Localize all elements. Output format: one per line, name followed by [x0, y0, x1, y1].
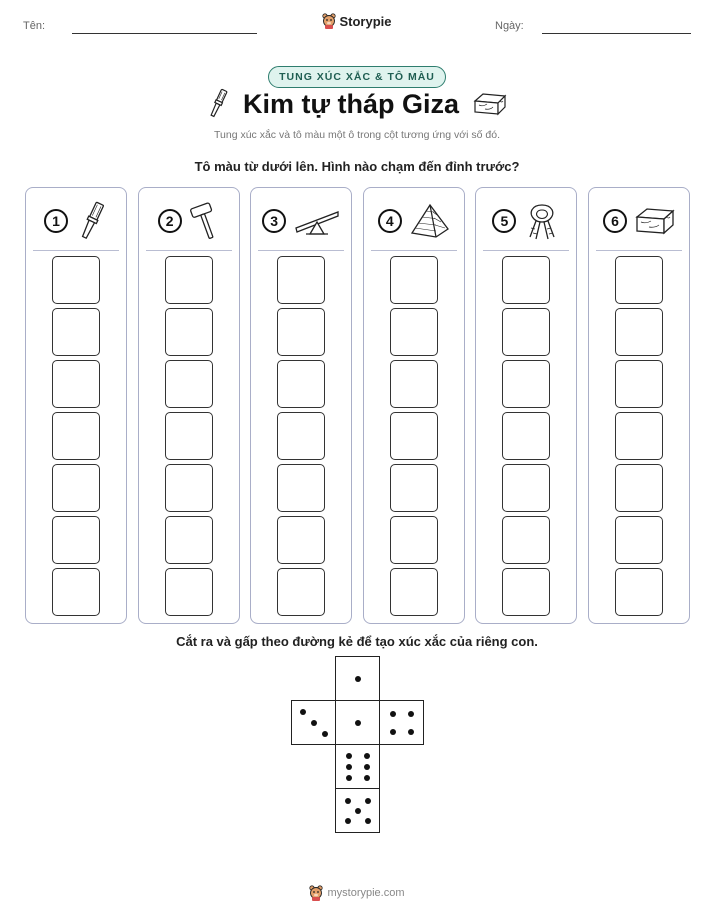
color-box[interactable] [502, 256, 550, 304]
dice-pip [364, 753, 370, 759]
hammer-icon [190, 201, 220, 241]
date-line[interactable] [542, 33, 691, 34]
chisel-title-icon [207, 88, 229, 120]
dice-pip [355, 676, 361, 682]
color-box[interactable] [52, 464, 100, 512]
number-badge: 4 [378, 209, 402, 233]
rope-icon [524, 201, 560, 241]
color-box[interactable] [277, 568, 325, 616]
cut-instruction: Cắt ra và gấp theo đường kẻ để tạo xúc xắc của riêng con. [176, 634, 538, 649]
color-box[interactable] [615, 464, 663, 512]
chisel-icon [76, 200, 108, 242]
color-box[interactable] [390, 516, 438, 564]
subtitle: Tung xúc xắc và tô màu một ô trong cột tương ứng với số đó. [214, 129, 500, 141]
color-box[interactable] [615, 568, 663, 616]
number-badge: 2 [158, 209, 182, 233]
dice-pip [346, 753, 352, 759]
dice-pip [408, 729, 414, 735]
color-box[interactable] [165, 568, 213, 616]
page-title: Kim tự tháp Giza [242, 88, 460, 119]
stone-block-icon [635, 206, 675, 236]
activity-badge: TUNG XÚC XẮC & TÔ MÀU [268, 66, 446, 88]
bear-mascot-icon [309, 885, 323, 901]
color-box[interactable] [277, 308, 325, 356]
color-box[interactable] [502, 464, 550, 512]
color-box[interactable] [165, 516, 213, 564]
dice-pip [355, 720, 361, 726]
dice-face [335, 744, 380, 789]
color-box[interactable] [165, 308, 213, 356]
color-box[interactable] [502, 308, 550, 356]
color-box[interactable] [615, 360, 663, 408]
footer [0, 885, 714, 901]
footer-url: mystorypie.com [327, 887, 405, 899]
color-box[interactable] [277, 412, 325, 460]
column-divider [483, 250, 569, 251]
color-box[interactable] [277, 256, 325, 304]
color-box[interactable] [390, 308, 438, 356]
color-box[interactable] [52, 360, 100, 408]
dice-pip [364, 775, 370, 781]
column-2 [138, 187, 240, 624]
color-box[interactable] [390, 256, 438, 304]
brand-name: Storypie [339, 13, 392, 29]
color-box[interactable] [502, 568, 550, 616]
color-box[interactable] [165, 464, 213, 512]
color-box[interactable] [502, 516, 550, 564]
color-box[interactable] [52, 256, 100, 304]
stone-block-title-icon [473, 92, 507, 116]
column-3 [250, 187, 352, 624]
color-box[interactable] [390, 568, 438, 616]
dice-pip [346, 775, 352, 781]
column-divider [596, 250, 682, 251]
color-box[interactable] [52, 516, 100, 564]
dice-pip [408, 711, 414, 717]
dice-face [291, 700, 336, 745]
color-box[interactable] [165, 412, 213, 460]
name-label: Tên: [23, 20, 46, 32]
column-1 [25, 187, 127, 624]
column-divider [258, 250, 344, 251]
instruction: Tô màu từ dưới lên. Hình nào chạm đến đỉnh trước? [194, 159, 520, 174]
color-box[interactable] [165, 256, 213, 304]
color-box[interactable] [502, 412, 550, 460]
dice-face [335, 788, 380, 833]
pyramid-icon [410, 203, 450, 239]
date-label: Ngày: [495, 20, 524, 32]
color-box[interactable] [277, 360, 325, 408]
color-box[interactable] [277, 464, 325, 512]
brand-logo [0, 13, 714, 29]
number-badge: 6 [603, 209, 627, 233]
column-4 [363, 187, 465, 624]
color-box[interactable] [390, 360, 438, 408]
column-divider [371, 250, 457, 251]
dice-pip [364, 764, 370, 770]
dice-face [335, 700, 380, 745]
dice-pip [365, 818, 371, 824]
color-box[interactable] [615, 516, 663, 564]
color-box[interactable] [615, 412, 663, 460]
color-box[interactable] [390, 412, 438, 460]
color-box[interactable] [52, 308, 100, 356]
color-box[interactable] [615, 308, 663, 356]
color-box[interactable] [502, 360, 550, 408]
lever-icon [294, 206, 340, 236]
color-box[interactable] [52, 412, 100, 460]
bear-mascot-icon [322, 13, 336, 29]
dice-pip [390, 729, 396, 735]
number-badge: 1 [44, 209, 68, 233]
column-6 [588, 187, 690, 624]
number-badge: 3 [262, 209, 286, 233]
color-box[interactable] [390, 464, 438, 512]
number-badge: 5 [492, 209, 516, 233]
dice-face [379, 700, 424, 745]
dice-face [335, 656, 380, 701]
color-columns [25, 187, 690, 624]
color-box[interactable] [277, 516, 325, 564]
dice-pip [355, 808, 361, 814]
name-line[interactable] [72, 33, 257, 34]
dice-pip [390, 711, 396, 717]
dice-pip [300, 709, 306, 715]
column-5 [475, 187, 577, 624]
dice-pip [311, 720, 317, 726]
dice-pip [346, 764, 352, 770]
dice-pip [322, 731, 328, 737]
dice-pip [345, 798, 351, 804]
column-divider [146, 250, 232, 251]
color-box[interactable] [52, 568, 100, 616]
dice-pip [365, 798, 371, 804]
color-box[interactable] [615, 256, 663, 304]
color-box[interactable] [165, 360, 213, 408]
dice-pip [345, 818, 351, 824]
column-divider [33, 250, 119, 251]
